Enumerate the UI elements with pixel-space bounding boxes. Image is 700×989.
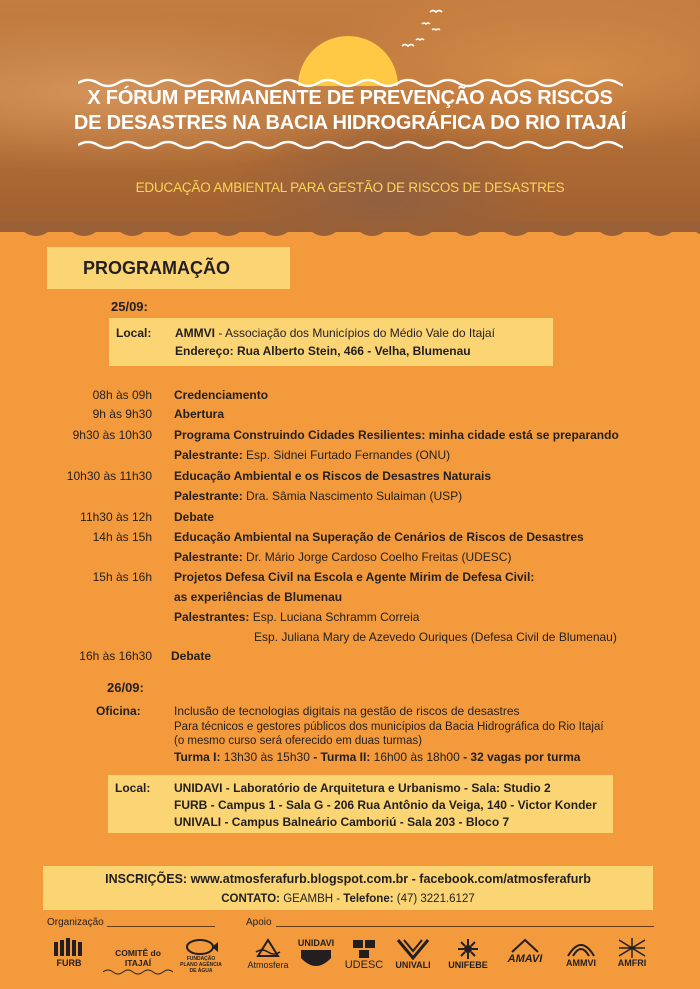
schedule-text <box>174 610 419 624</box>
location-label: Local: <box>116 326 152 340</box>
oficina-title: Inclusão de tecnologias digitais na gestão de riscos de desastres <box>174 704 520 718</box>
speaker-name: Dr. Mário Jorge Cardoso Coelho Freitas (UDESC) <box>242 550 512 564</box>
schedule-time: 15h às 16h <box>92 570 152 584</box>
schedule-text: as experiências de Blumenau <box>174 590 343 604</box>
schedule-time: 08h às 09h <box>92 388 152 402</box>
birds-icon <box>392 6 452 56</box>
schedule-row <box>0 570 700 588</box>
location-label: Local: <box>115 781 151 795</box>
header-banner <box>0 0 700 232</box>
schedule-time: 16h às 16h30 <box>79 649 152 663</box>
schedule-row <box>0 489 700 507</box>
unifebe-logo: UNIFEBE <box>446 938 490 970</box>
schedule-time: 9h30 às 10h30 <box>72 428 152 442</box>
schedule-text: Abertura <box>174 407 225 421</box>
atmosfera-logo: Atmosfera <box>246 938 290 970</box>
day2-location-box <box>108 775 613 833</box>
speaker-label: Palestrante: <box>174 550 243 564</box>
schedule-row <box>0 448 700 466</box>
schedule-time: 10h30 às 11h30 <box>66 469 152 483</box>
day1-location-box <box>109 318 553 366</box>
organizacao-label: Organização <box>47 917 104 928</box>
apoio-label: Apoio <box>246 917 272 928</box>
comite-itajai-logo: COMITÊ do ITAJAÍ <box>102 948 174 976</box>
location-univali: UNIVALI - Campus Balneário Camboriú - Sala 203 - Bloco 7 <box>174 815 510 829</box>
unidavi-logo: UNIDAVI <box>296 938 336 972</box>
schedule-row <box>0 510 700 528</box>
speaker-label: Palestrante: <box>174 448 243 462</box>
section-heading: PROGRAMAÇÃO <box>47 247 290 289</box>
schedule-text: Programa Construindo Cidades Resilientes: minha cidade está se preparando <box>174 428 619 442</box>
apoio-rule <box>276 926 654 927</box>
turmas-line: Turma I: 13h30 às 15h30 - Turma II: 16h00 às 18h00 - 32 vagas por turma <box>174 750 581 764</box>
schedule-text <box>174 550 511 564</box>
location-address: Endereço: Rua Alberto Stein, 466 - Velha, Blumenau <box>175 344 471 358</box>
day2-date: 26/09: <box>107 680 144 695</box>
oficina-audience: Para técnicos e gestores públicos dos municípios da Bacia Hidrográfica do Rio Itajaí <box>174 721 604 733</box>
schedule-time: 11h30 às 12h <box>80 510 152 524</box>
speaker-name: Esp. Sidnei Furtado Fernandes (ONU) <box>242 448 451 462</box>
schedule-text: Credenciamento <box>174 388 269 402</box>
univali-logo: UNIVALI <box>392 938 434 970</box>
schedule-row <box>0 649 700 667</box>
oficina-note: (o mesmo curso será oferecido em duas turmas) <box>174 735 422 747</box>
location-furb: FURB - Campus 1 - Sala G - 206 Rua Antônio da Veiga, 140 - Victor Konder <box>174 798 597 812</box>
schedule-time: 9h às 9h30 <box>92 407 152 421</box>
registration-links[interactable]: INSCRIÇÕES: www.atmosferafurb.blogspot.com.br - facebook.com/atmosferafurb <box>105 872 591 886</box>
schedule-text <box>174 448 450 462</box>
schedule-text: Esp. Juliana Mary de Azevedo Ouriques (Defesa Civil de Blumenau) <box>254 630 617 644</box>
contact-line: CONTATO: GEAMBH - Telefone: (47) 3221.6127 <box>221 893 475 905</box>
page-title: X FÓRUM PERMANENTE DE PREVENÇÃO AOS RISCOS DE DESASTRES NA BACIA HIDROGRÁFICA DO RIO ITAJAÍ <box>73 87 627 134</box>
schedule-time: 14h às 15h <box>92 530 152 544</box>
wave-divider-bottom <box>78 140 623 150</box>
furb-logo: FURB <box>44 938 94 968</box>
location-name: AMMVI - Associação dos Municípios do Médio Vale do Itajaí <box>175 326 495 340</box>
banner-wavy-edge <box>0 222 700 242</box>
schedule-text: Debate <box>174 510 215 524</box>
speaker-label: Palestrantes: <box>174 610 250 624</box>
speaker-name: Esp. Luciana Schramm Correia <box>249 610 420 624</box>
schedule-row <box>0 469 700 487</box>
schedule-row <box>0 428 700 446</box>
registration-box <box>43 866 653 910</box>
schedule-row <box>0 530 700 548</box>
schedule-text: Debate <box>171 649 212 663</box>
location-unidavi: UNIDAVI - Laboratório de Arquitetura e Urbanismo - Sala: Studio 2 <box>174 781 551 795</box>
schedule-row <box>0 550 700 568</box>
schedule-text: Educação Ambiental na Superação de Cenários de Riscos de Desastres <box>174 530 584 544</box>
schedule-text: Educação Ambiental e os Riscos de Desastres Naturais <box>174 469 492 483</box>
schedule-row <box>0 630 700 648</box>
organizacao-rule <box>107 926 215 927</box>
amavi-logo: AMAVI <box>502 938 548 964</box>
schedule-row <box>0 388 700 406</box>
schedule-row <box>0 610 700 628</box>
amfri-logo: AMFRI <box>610 938 654 968</box>
speaker-name: Dra. Sâmia Nascimento Sulaiman (USP) <box>242 489 463 503</box>
schedule-row <box>0 407 700 425</box>
page-subtitle: EDUCAÇÃO AMBIENTAL PARA GESTÃO DE RISCOS DE DESASTRES <box>135 180 565 195</box>
ammvi-logo: AMMVI <box>560 938 602 968</box>
day1-date: 25/09: <box>111 299 148 314</box>
schedule-text: Projetos Defesa Civil na Escola e Agente Mirim de Defesa Civil: <box>174 570 535 584</box>
fundacao-agencia-agua-logo: FUNDAÇÃO PLANO AGÊNCIA DE ÁGUA <box>178 938 224 974</box>
speaker-label: Palestrante: <box>174 489 243 503</box>
schedule-text <box>174 489 462 503</box>
udesc-logo: UDESC <box>344 938 384 970</box>
oficina-label: Oficina: <box>96 704 141 718</box>
schedule-row <box>0 590 700 608</box>
